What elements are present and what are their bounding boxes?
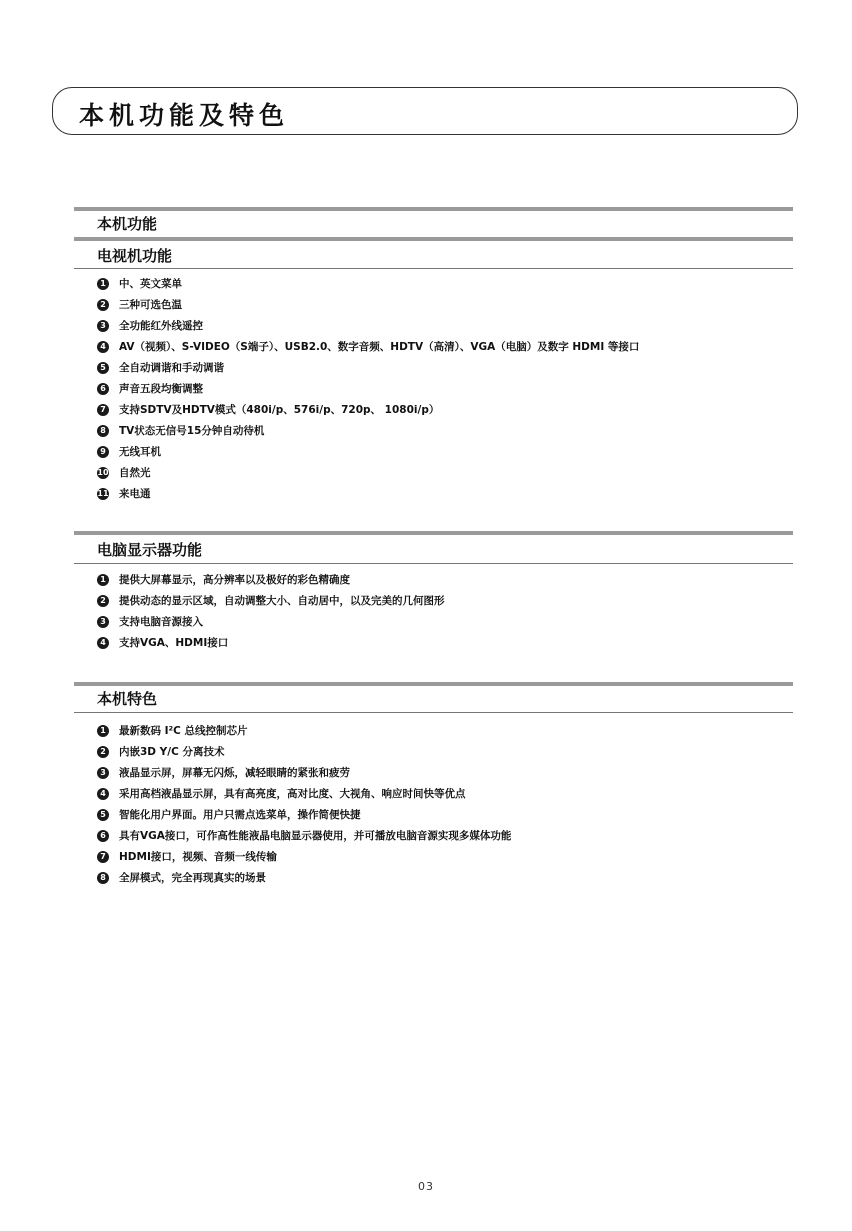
list-item	[97, 825, 511, 846]
list-item-text: 提供大屏幕显示，高分辨率以及极好的彩色精确度	[119, 574, 350, 586]
list-item-text: 支持SDTV及HDTV模式（480i/p、576i/p、720p、 1080i/p）	[119, 404, 440, 416]
list-item	[97, 441, 639, 462]
number-badge: 8	[97, 425, 109, 437]
list-item	[97, 336, 639, 357]
features-list	[97, 720, 511, 888]
list-item	[97, 632, 445, 653]
pc-feature-list	[97, 569, 445, 653]
list-item	[97, 569, 445, 590]
list-item	[97, 783, 511, 804]
number-badge: 9	[97, 446, 109, 458]
list-item-text: 全功能红外线遥控	[119, 320, 203, 332]
number-badge: 2	[97, 299, 109, 311]
list-item-text: 声音五段均衡调整	[119, 383, 203, 395]
section-bar-pc	[74, 531, 793, 535]
list-item-text: 采用高档液晶显示屏，具有高亮度，高对比度、大视角、响应时间快等优点	[119, 788, 466, 800]
section-rule-tv	[74, 268, 793, 269]
section-bar-tv	[74, 237, 793, 241]
number-badge: 6	[97, 383, 109, 395]
list-item	[97, 804, 511, 825]
number-badge: 7	[97, 851, 109, 863]
list-item-text: 提供动态的显示区域，自动调整大小、自动居中，以及完美的几何图形	[119, 595, 445, 607]
section-bar-features	[74, 682, 793, 686]
list-item	[97, 357, 639, 378]
list-item	[97, 378, 639, 399]
page-title-box	[52, 87, 798, 135]
list-item	[97, 273, 639, 294]
number-badge: 4	[97, 788, 109, 800]
list-item-text: HDMI接口，视频、音频一线传输	[119, 851, 277, 863]
list-item-text: 自然光	[119, 467, 151, 479]
list-item-text: 无线耳机	[119, 446, 161, 458]
list-item-text: 液晶显示屏，屏幕无闪烁，减轻眼睛的紧张和疲劳	[119, 767, 350, 779]
list-item	[97, 867, 511, 888]
list-item-text: 三种可选色温	[119, 299, 182, 311]
number-badge: 3	[97, 616, 109, 628]
list-item	[97, 590, 445, 611]
number-badge: 1	[97, 725, 109, 737]
page-number: 03	[418, 1180, 434, 1193]
number-badge: 8	[97, 872, 109, 884]
section-heading-tv: 电视机功能	[97, 247, 173, 265]
list-item-text: 智能化用户界面。用户只需点选菜单，操作简便快捷	[119, 809, 361, 821]
number-badge: 5	[97, 362, 109, 374]
list-item	[97, 294, 639, 315]
list-item	[97, 483, 639, 504]
list-item-text: 全屏模式，完全再现真实的场景	[119, 872, 266, 884]
list-item	[97, 762, 511, 783]
number-badge: 2	[97, 746, 109, 758]
list-item	[97, 611, 445, 632]
list-item	[97, 846, 511, 867]
number-badge: 1	[97, 278, 109, 290]
list-item-text: TV状态无信号15分钟自动待机	[119, 425, 265, 437]
number-badge: 7	[97, 404, 109, 416]
list-item	[97, 741, 511, 762]
list-item	[97, 720, 511, 741]
number-badge: 4	[97, 341, 109, 353]
list-item-text: 全自动调谐和手动调谐	[119, 362, 224, 374]
list-item-text: 中、英文菜单	[119, 278, 182, 290]
tv-feature-list	[97, 273, 639, 504]
list-item	[97, 462, 639, 483]
section-heading-features: 本机特色	[97, 690, 158, 708]
list-item-text: 来电通	[119, 488, 151, 500]
number-badge: 4	[97, 637, 109, 649]
number-badge: 5	[97, 809, 109, 821]
number-badge: 3	[97, 320, 109, 332]
number-badge: 11	[97, 488, 109, 498]
number-badge: 1	[97, 574, 109, 586]
number-badge: 6	[97, 830, 109, 842]
list-item-text: AV（视频）、S-VIDEO（S端子）、USB2.0、数字音频、HDTV（高清）、VGA（电脑）及数字 HDMI 等接口	[119, 341, 640, 353]
list-item	[97, 420, 639, 441]
list-item-text: 支持电脑音源接入	[119, 616, 203, 628]
list-item	[97, 315, 639, 336]
section-heading-main: 本机功能	[97, 215, 158, 233]
section-bar-main	[74, 207, 793, 211]
number-badge: 3	[97, 767, 109, 779]
list-item-text: 支持VGA、HDMI接口	[119, 637, 229, 649]
page-title: 本机功能及特色	[79, 101, 290, 130]
section-heading-pc: 电脑显示器功能	[97, 541, 203, 559]
list-item-text: 内嵌3D Y/C 分离技术	[119, 746, 225, 758]
list-item-text: 最新数码 I²C 总线控制芯片	[119, 725, 248, 737]
list-item-text: 具有VGA接口，可作高性能液晶电脑显示器使用，并可播放电脑音源实现多媒体功能	[119, 830, 512, 842]
number-badge: 10	[97, 467, 109, 477]
number-badge: 2	[97, 595, 109, 607]
section-rule-pc	[74, 563, 793, 564]
section-rule-features	[74, 712, 793, 713]
list-item	[97, 399, 639, 420]
